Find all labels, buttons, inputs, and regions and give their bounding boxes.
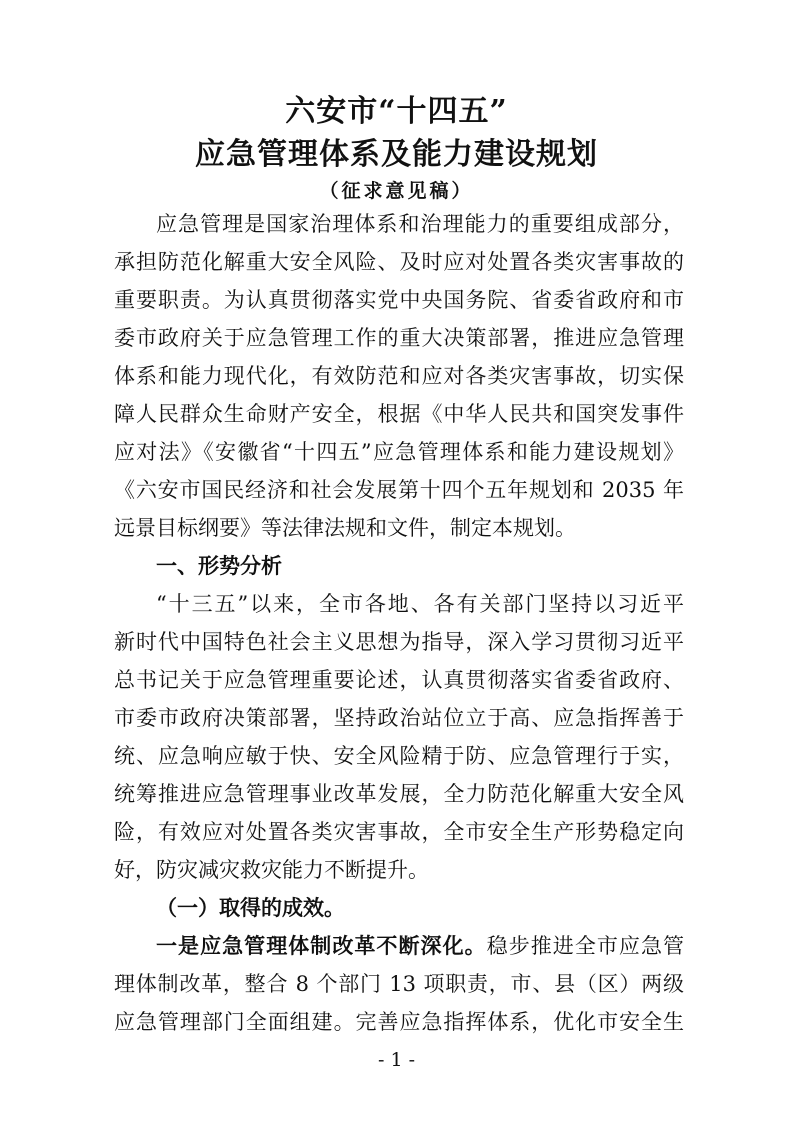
body-line-mixed [156, 927, 684, 965]
document-title-line2: 应急管理体系及能力建设规划 [195, 137, 598, 172]
page-number: - 1 - [377, 1049, 415, 1071]
body-line: 委市政府关于应急管理工作的重大决策部署，推进应急管理 [114, 326, 684, 350]
body-line: 承担防范化解重大安全风险、及时应对处置各类灾害事故的 [114, 250, 684, 274]
body-line: 总书记关于应急管理重要论述，认真贯彻落实省委省政府、 [114, 668, 684, 692]
body-line: 应急管理是国家治理体系和治理能力的重要组成部分， [156, 212, 684, 236]
body-line: 统、应急响应敏于快、安全风险精于防、应急管理行于实， [114, 744, 684, 768]
document-title-line1: 六安市“十四五” [285, 94, 508, 129]
body-line: 险，有效应对处置各类灾害事故，全市安全生产形势稳定向 [114, 820, 684, 844]
body-line: 障人民群众生命财产安全，根据《中华人民共和国突发事件 [114, 402, 684, 426]
section-heading: 一、形势分析 [156, 554, 282, 578]
body-line: 应急管理部门全面组建。完善应急指挥体系，优化市安全生 [114, 1010, 684, 1034]
body-line: 重要职责。为认真贯彻落实党中央国务院、省委省政府和市 [114, 288, 684, 312]
body-line: 理体制改革，整合 8 个部门 13 项职责，市、县（区）两级 [114, 972, 684, 996]
body-line: 远景目标纲要》等法律法规和文件，制定本规划。 [114, 516, 576, 540]
body-line: 体系和能力现代化，有效防范和应对各类灾害事故，切实保 [114, 364, 684, 388]
bold-lead-text: 一是应急管理体制改革不断深化。 [156, 934, 487, 958]
body-text: 稳步推进全市应急管 [486, 934, 684, 958]
body-line: 《六安市国民经济和社会发展第十四个五年规划和 2035 年 [114, 478, 684, 502]
body-line: 统筹推进应急管理事业改革发展，全力防范化解重大安全风 [114, 782, 684, 806]
body-line: 新时代中国特色社会主义思想为指导，深入学习贯彻习近平 [114, 630, 684, 654]
body-line: “十三五”以来，全市各地、各有关部门坚持以习近平 [156, 592, 684, 616]
body-line: 好，防灾减灾救灾能力不断提升。 [114, 858, 429, 882]
body-line: 应对法》《安徽省“十四五”应急管理体系和能力建设规划》 [114, 440, 684, 464]
body-line: 市委市政府决策部署，坚持政治站位立于高、应急指挥善于 [114, 706, 684, 730]
document-subtitle: （征求意见稿） [319, 180, 474, 202]
subsection-heading: （一）取得的成效。 [156, 896, 345, 920]
